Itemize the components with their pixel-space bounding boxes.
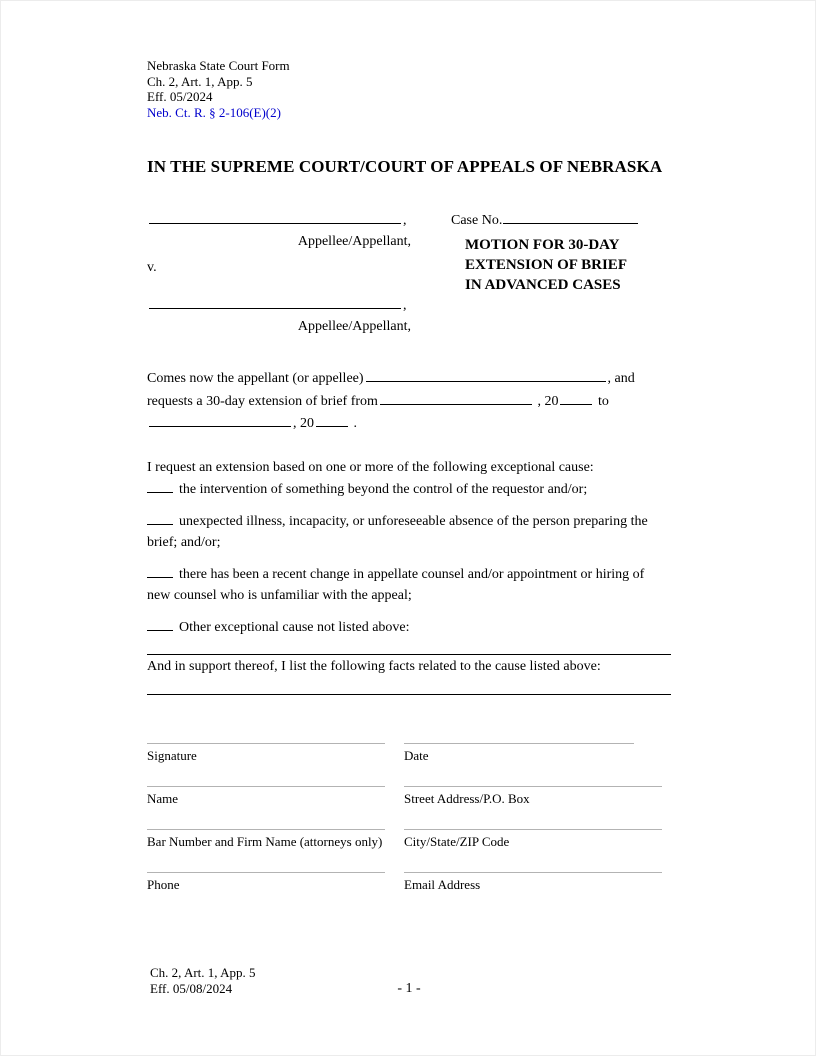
party-line-top [147,209,411,231]
cause-text-4: Other exceptional cause not listed above: [179,619,410,635]
case-no-label: Case No. [451,213,503,228]
court-title: IN THE SUPREME COURT/COURT OF APPEALS OF NEBRASKA [147,157,663,176]
field-label-city-state-zip: City/State/ZIP Code [404,834,510,849]
case-caption [147,209,671,337]
signature-line [147,743,385,744]
name-line [147,786,385,787]
city-state-zip-line [404,829,662,830]
party-label-bottom: Appellee/Appellant, [297,319,411,334]
caption-parties [147,209,411,337]
party-label-top: Appellee/Appellant, [297,234,411,249]
opening-period: . [353,416,357,431]
party-name-blank-top [149,209,401,224]
signature-section [147,743,671,915]
field-label-name: Name [147,791,179,806]
header-block [147,58,290,120]
date-line [404,743,634,744]
opening-text-1: Comes now the appellant (or appellee) [147,371,364,386]
cause-text-1: the intervention of something beyond the control of the requestor and/or; [179,482,588,497]
opening-line-2 [147,390,671,413]
opening-line-3 [147,412,671,435]
cause-checkbox-blank-2 [147,510,173,525]
motion-title-line-3: IN ADVANCED CASES [465,277,621,293]
page-number: - 1 - [397,981,421,996]
cause-checkbox-blank-4 [147,616,173,631]
appellant-name-blank [366,367,606,382]
footer-effective-date: Eff. 05/08/2024 [150,981,233,996]
field-label-date: Date [404,748,429,763]
cause-intro: I request an extension based on one or more of the following exceptional cause: [147,459,594,475]
case-no-blank [503,209,638,224]
other-cause-blank-line [147,641,671,655]
field-label-street-address: Street Address/P.O. Box [404,791,530,806]
phone-line [147,872,385,873]
date-to-blank [149,412,291,427]
cause-checkbox-blank-1 [147,478,173,493]
field-label-email: Email Address [404,877,481,892]
field-label-signature: Signature [147,748,197,763]
opening-to: to [597,393,609,409]
cause-text-3: there has been a recent change in appellate counsel and/or appointment or hiring of new counsel who is unfamiliar with the appeal; [147,566,645,603]
cause-item-3 [147,563,671,607]
opening-line-1 [147,367,671,390]
opening-text-2: requests a 30-day extension of brief from [147,393,378,409]
field-label-phone: Phone [147,877,180,892]
rule-citation-link[interactable]: Neb. Ct. R. § 2-106(E)(2) [147,104,281,120]
year-blank-2 [316,412,348,427]
field-label-bar-number: Bar Number and Firm Name (attorneys only) [147,834,383,849]
motion-title-line-1: MOTION FOR 30-DAY [465,237,620,253]
motion-body [147,367,671,695]
cause-item-4 [147,616,671,639]
cause-item-1 [147,478,671,501]
phone-field [147,872,399,892]
street-address-field [404,786,666,806]
signature-row-2 [147,786,671,806]
opening-suffix-1: , and [607,371,635,386]
signature-row-1 [147,743,671,763]
cause-item-2 [147,510,671,554]
caption-case-info [451,209,671,337]
form-name: Nebraska State Court Form [147,58,290,73]
signature-row-4 [147,872,671,892]
name-field [147,786,399,806]
party-line-bottom [147,294,411,316]
cause-checkbox-blank-3 [147,563,173,578]
signature-field [147,743,399,763]
year-blank-1 [560,390,592,405]
party-suffix: , [403,213,407,228]
opening-year-1: , 20 [537,393,559,409]
form-chapter: Ch. 2, Art. 1, App. 5 [147,73,253,89]
form-effective-date: Eff. 05/2024 [147,89,213,104]
support-statement: And in support thereof, I list the following facts related to the cause listed above: [147,659,601,674]
signature-row-3 [147,829,671,849]
party-suffix-2: , [403,298,407,313]
street-address-line [404,786,662,787]
versus-label: v. [147,260,157,275]
bar-number-field [147,829,399,849]
bar-number-line [147,829,385,830]
date-field [404,743,666,763]
city-state-zip-field [404,829,666,849]
party-name-blank-bottom [149,294,401,309]
opening-year-2: , 20 [293,416,314,431]
case-no-line [451,209,671,231]
motion-title-line-2: EXTENSION OF BRIEF [465,257,627,273]
footer-chapter: Ch. 2, Art. 1, App. 5 [150,965,256,980]
support-facts-blank-line [147,681,671,695]
email-line [404,872,662,873]
date-from-blank [380,390,532,405]
email-field [404,872,666,892]
cause-text-2: unexpected illness, incapacity, or unforeseeable absence of the person preparing the brief; and/or; [147,513,648,550]
motion-title [451,235,671,295]
